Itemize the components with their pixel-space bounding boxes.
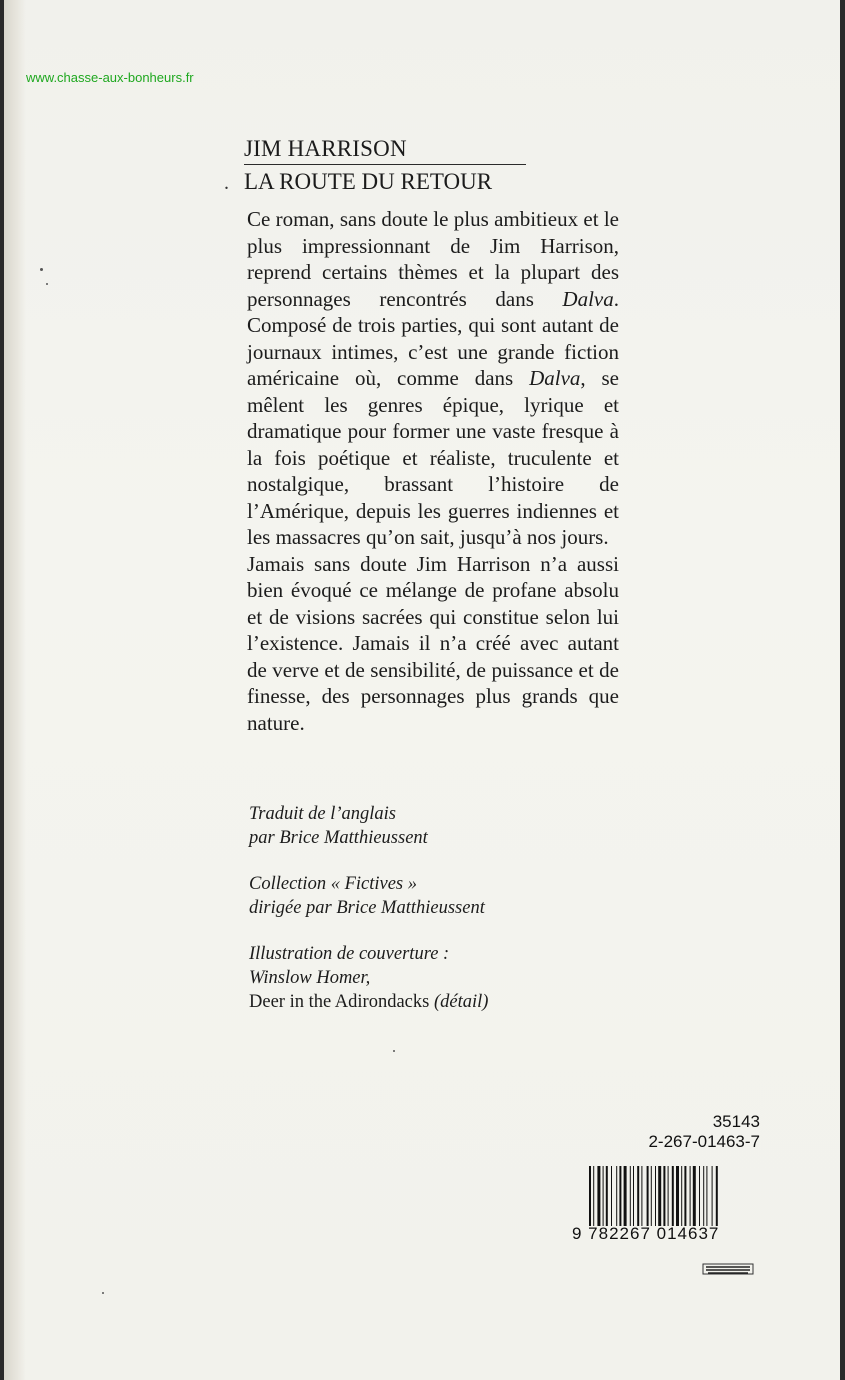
cover-header (244, 136, 526, 195)
author-name: JIM HARRISON (244, 136, 526, 165)
barcode-icon (588, 1166, 758, 1226)
illustration-credit (249, 942, 589, 1014)
decorative-dot: . (224, 172, 229, 194)
blurb-text: Ce roman, sans doute le plus ambitieux et le plus impressionnant de Jim Harrison, reprend certains thèmes et la plupart des personnages rencontrés dans (247, 207, 619, 311)
credit-line (249, 990, 589, 1014)
book-title: LA ROUTE DU RETOUR (244, 169, 493, 194)
paper-speck (46, 283, 48, 285)
cover-edge-shadow (4, 0, 26, 1380)
catalog-codes (600, 1112, 760, 1152)
reference-number: 35143 (712, 1112, 760, 1131)
barcode-digits: 9 782267 014637 (572, 1224, 720, 1243)
paper-speck (102, 1292, 104, 1294)
credit-line: par Brice Matthieussent (249, 828, 428, 848)
book-back-cover (4, 0, 840, 1380)
watermark-url: www.chasse-aux-bonheurs.fr (26, 70, 194, 85)
blurb-text: . Composé de trois parties, qui sont autant de journaux intimes, c’est une grande fiction américaine où, comme dans (247, 286, 619, 390)
blurb-italic-title: Dalva (562, 286, 614, 311)
translation-credit (249, 802, 589, 850)
barcode-block (572, 1166, 762, 1266)
artwork-note: (détail) (433, 992, 489, 1012)
credit-line: Illustration de couverture : (249, 944, 450, 964)
isbn: 2-267-01463-7 (648, 1132, 760, 1151)
blurb-italic-title: Dalva (529, 366, 581, 390)
blurb-paragraph-1 (247, 206, 619, 551)
blurb (247, 206, 619, 736)
artwork-title: Deer in the Adirondacks (249, 992, 434, 1012)
credit-line: Winslow Homer, (249, 968, 371, 988)
paper-speck (40, 268, 43, 271)
credits (249, 802, 589, 1036)
paper-speck (393, 1050, 395, 1052)
blurb-paragraph-2: Jamais sans doute Jim Harrison n’a aussi bien évoqué ce mélange de profane absolu et de visions sacrées qui constitue selon lui l’existence. Jamais il n’a créé avec autant de verve et de sensibilité, de puissance et de finesse, des personnages plus grands que nature. (247, 551, 619, 735)
collection-credit (249, 872, 589, 920)
credit-line: dirigée par Brice Matthieussent (249, 898, 485, 918)
price-stamp-icon (702, 1262, 754, 1276)
credit-line: Collection « Fictives » (249, 874, 417, 894)
credit-line: Traduit de l’anglais (249, 804, 396, 824)
blurb-text: , se mêlent les genres épique, lyrique et dramatique pour former une vaste fresque à la fois poétique et réaliste, truculente et nostalgique, brassant l’histoire de l’Amérique, depuis les guerres indiennes et les massacres qu’on sait, jusqu’à nos jours. (247, 366, 620, 549)
